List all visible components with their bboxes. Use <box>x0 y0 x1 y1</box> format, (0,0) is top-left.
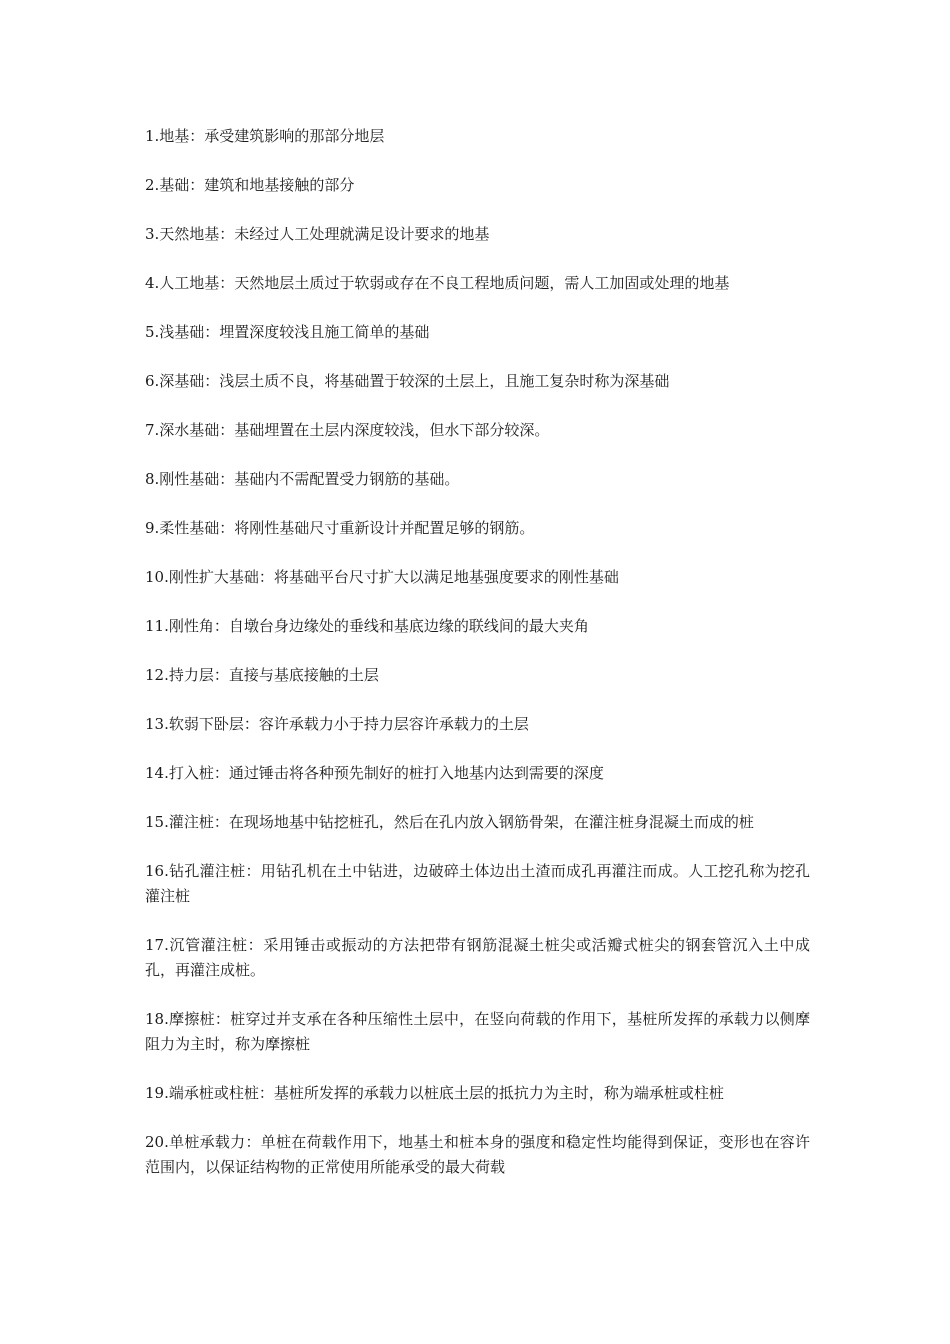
document-body <box>145 124 810 1204</box>
definition-item-5: 5.浅基础：埋置深度较浅且施工简单的基础 <box>145 323 430 341</box>
definition-item-4: 4.人工地基：天然地层土质过于软弱或存在不良工程地质问题，需人工加固或处理的地基 <box>145 274 730 292</box>
definition-item-18: 18.摩擦桩：桩穿过并支承在各种压缩性土层中，在竖向荷载的作用下，基桩所发挥的承载力以侧摩阻力为主时，称为摩擦桩 <box>145 1010 810 1053</box>
definition-item-15: 15.灌注桩：在现场地基中钻挖桩孔，然后在孔内放入钢筋骨架，在灌注桩身混凝土而成的桩 <box>145 813 754 831</box>
definition-item-9: 9.柔性基础：将刚性基础尺寸重新设计并配置足够的钢筋。 <box>145 519 535 537</box>
definition-item-10: 10.刚性扩大基础：将基础平台尺寸扩大以满足地基强度要求的刚性基础 <box>145 568 619 586</box>
definition-item-16: 16.钻孔灌注桩：用钻孔机在土中钻进，边破碎土体边出土渣而成孔再灌注而成。人工挖孔称为挖孔灌注桩 <box>145 862 810 905</box>
definition-item-12: 12.持力层：直接与基底接触的土层 <box>145 666 379 684</box>
definition-item-7: 7.深水基础：基础埋置在土层内深度较浅，但水下部分较深。 <box>145 421 550 439</box>
definition-item-6: 6.深基础：浅层土质不良，将基础置于较深的土层上，且施工复杂时称为深基础 <box>145 372 670 390</box>
definition-item-14: 14.打入桩：通过锤击将各种预先制好的桩打入地基内达到需要的深度 <box>145 764 604 782</box>
definition-item-8: 8.刚性基础：基础内不需配置受力钢筋的基础。 <box>145 470 460 488</box>
definition-item-2: 2.基础：建筑和地基接触的部分 <box>145 176 355 194</box>
definition-item-3: 3.天然地基：未经过人工处理就满足设计要求的地基 <box>145 225 490 243</box>
definition-item-11: 11.刚性角：自墩台身边缘处的垂线和基底边缘的联线间的最大夹角 <box>145 617 589 635</box>
definition-item-19: 19.端承桩或柱桩：基桩所发挥的承载力以桩底土层的抵抗力为主时，称为端承桩或柱桩 <box>145 1084 724 1102</box>
definition-item-17: 17.沉管灌注桩：采用锤击或振动的方法把带有钢筋混凝土桩尖或活瓣式桩尖的钢套管沉入土中成孔，再灌注成桩。 <box>145 936 810 979</box>
definition-item-20: 20.单桩承载力：单桩在荷载作用下，地基土和桩本身的强度和稳定性均能得到保证，变形也在容许范围内，以保证结构物的正常使用所能承受的最大荷载 <box>145 1133 810 1176</box>
definition-item-1: 1.地基：承受建筑影响的那部分地层 <box>145 127 385 145</box>
definition-item-13: 13.软弱下卧层：容许承载力小于持力层容许承载力的土层 <box>145 715 529 733</box>
